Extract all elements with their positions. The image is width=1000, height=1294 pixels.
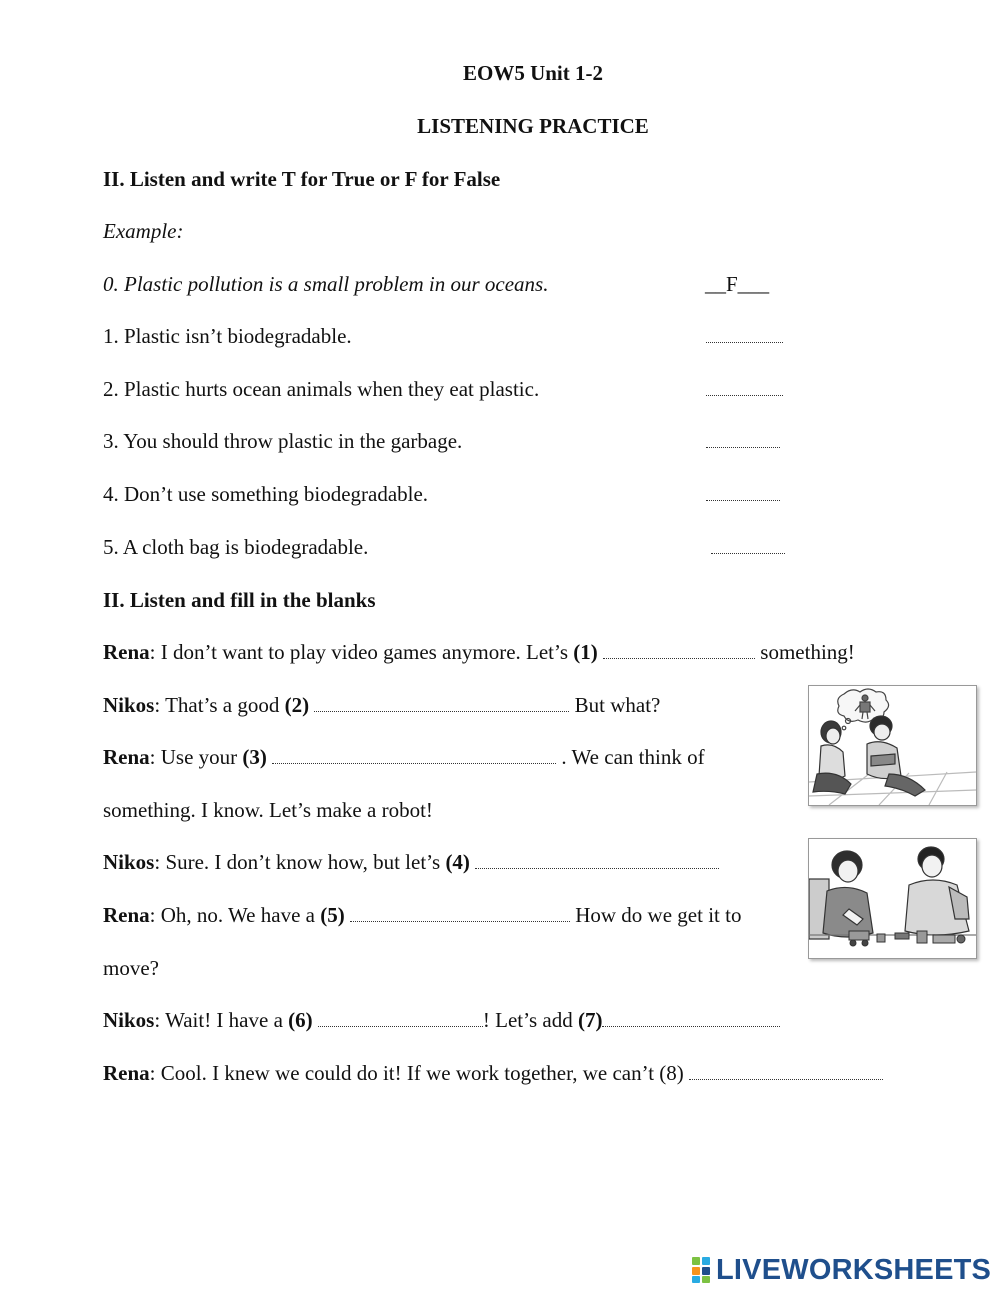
dialogue-text: : I don’t want to play video games anymore. Let’s <box>149 640 574 664</box>
blank-number: (6) <box>288 1008 313 1032</box>
dialogue-text: : Sure. I don’t know how, but let’s <box>154 850 446 874</box>
example-answer: __F___ <box>705 272 770 296</box>
example-label: Example: <box>103 219 184 243</box>
statement-1: 1. Plastic isn’t biodegradable. <box>103 324 352 348</box>
dialogue-text: : Oh, no. We have a <box>149 903 321 927</box>
dialogue-text: How do we get it to <box>569 903 742 927</box>
worksheet-title: EOW5 Unit 1-2 <box>462 61 603 85</box>
blank-number: (3) <box>242 745 267 769</box>
illustration-kids-building <box>808 838 977 959</box>
kids-thinking-drawing <box>809 686 976 805</box>
dialogue-line-3 <box>103 744 705 770</box>
worksheet-subtitle: LISTENING PRACTICE <box>417 114 649 138</box>
speaker: Nikos <box>103 1008 155 1032</box>
statement-4: 4. Don’t use something biodegradable. <box>103 482 429 506</box>
liveworksheets-logo <box>692 1254 992 1286</box>
speaker: Rena <box>103 745 150 769</box>
fill-blank-8[interactable] <box>689 1061 883 1080</box>
fill-blank-6[interactable] <box>318 1008 483 1027</box>
dialogue-text: : Use your <box>149 745 243 769</box>
speaker: Rena <box>103 903 150 927</box>
answer-blank-5[interactable] <box>711 534 785 560</box>
dialogue-line-5-continued: move? <box>103 956 159 980</box>
fill-blank-7[interactable] <box>602 1008 780 1027</box>
answer-blank-3[interactable] <box>706 428 780 454</box>
dialogue-line-1 <box>103 639 855 665</box>
dialogue-line-7 <box>103 1060 883 1086</box>
dialogue-line-6 <box>103 1007 780 1033</box>
statement-3: 3. You should throw plastic in the garbage. <box>103 429 463 453</box>
fill-blank-2[interactable] <box>314 693 569 712</box>
answer-blank-2[interactable] <box>706 376 783 402</box>
dialogue-text: : That’s a good <box>154 693 285 717</box>
speaker: Rena <box>103 640 150 664</box>
fill-blank-5[interactable] <box>350 903 570 922</box>
logo-mark-icon <box>692 1257 712 1283</box>
section2-heading: II. Listen and fill in the blanks <box>103 588 376 612</box>
fill-blank-1[interactable] <box>603 640 755 659</box>
section1-heading: II. Listen and write T for True or F for False <box>103 167 501 191</box>
example-statement: 0. Plastic pollution is a small problem in our oceans. <box>103 272 549 296</box>
fill-blank-4[interactable] <box>475 850 719 869</box>
dialogue-text: something! <box>755 640 855 664</box>
blank-number: (7) <box>577 1008 603 1032</box>
answer-blank-4[interactable] <box>706 481 780 507</box>
statement-2: 2. Plastic hurts ocean animals when they eat plastic. <box>103 377 540 401</box>
kids-building-drawing <box>809 839 976 958</box>
speaker: Nikos <box>103 693 155 717</box>
dialogue-line-5 <box>103 902 741 928</box>
dialogue-line-4 <box>103 849 719 875</box>
illustration-kids-thinking <box>808 685 977 806</box>
blank-number: (2) <box>284 693 310 717</box>
dialogue-text: . We can think of <box>556 745 705 769</box>
blank-number: (1) <box>573 640 598 664</box>
logo-text: LIVEWORKSHEETS <box>716 1254 992 1286</box>
blank-number: (4) <box>445 850 470 874</box>
dialogue-text: : Wait! I have a <box>154 1008 289 1032</box>
dialogue-text: : Cool. I knew we could do it! If we work together, we can’t (8) <box>149 1061 690 1085</box>
statement-5: 5. A cloth bag is biodegradable. <box>103 535 369 559</box>
dialogue-text: But what? <box>569 693 661 717</box>
dialogue-text: ! Let’s add <box>482 1008 578 1032</box>
dialogue-line-2 <box>103 692 660 718</box>
blank-number: (5) <box>320 903 345 927</box>
speaker: Nikos <box>103 850 155 874</box>
dialogue-line-3-continued: something. I know. Let’s make a robot! <box>103 798 433 822</box>
answer-blank-1[interactable] <box>706 323 783 349</box>
fill-blank-3[interactable] <box>272 745 556 764</box>
speaker: Rena <box>103 1061 150 1085</box>
